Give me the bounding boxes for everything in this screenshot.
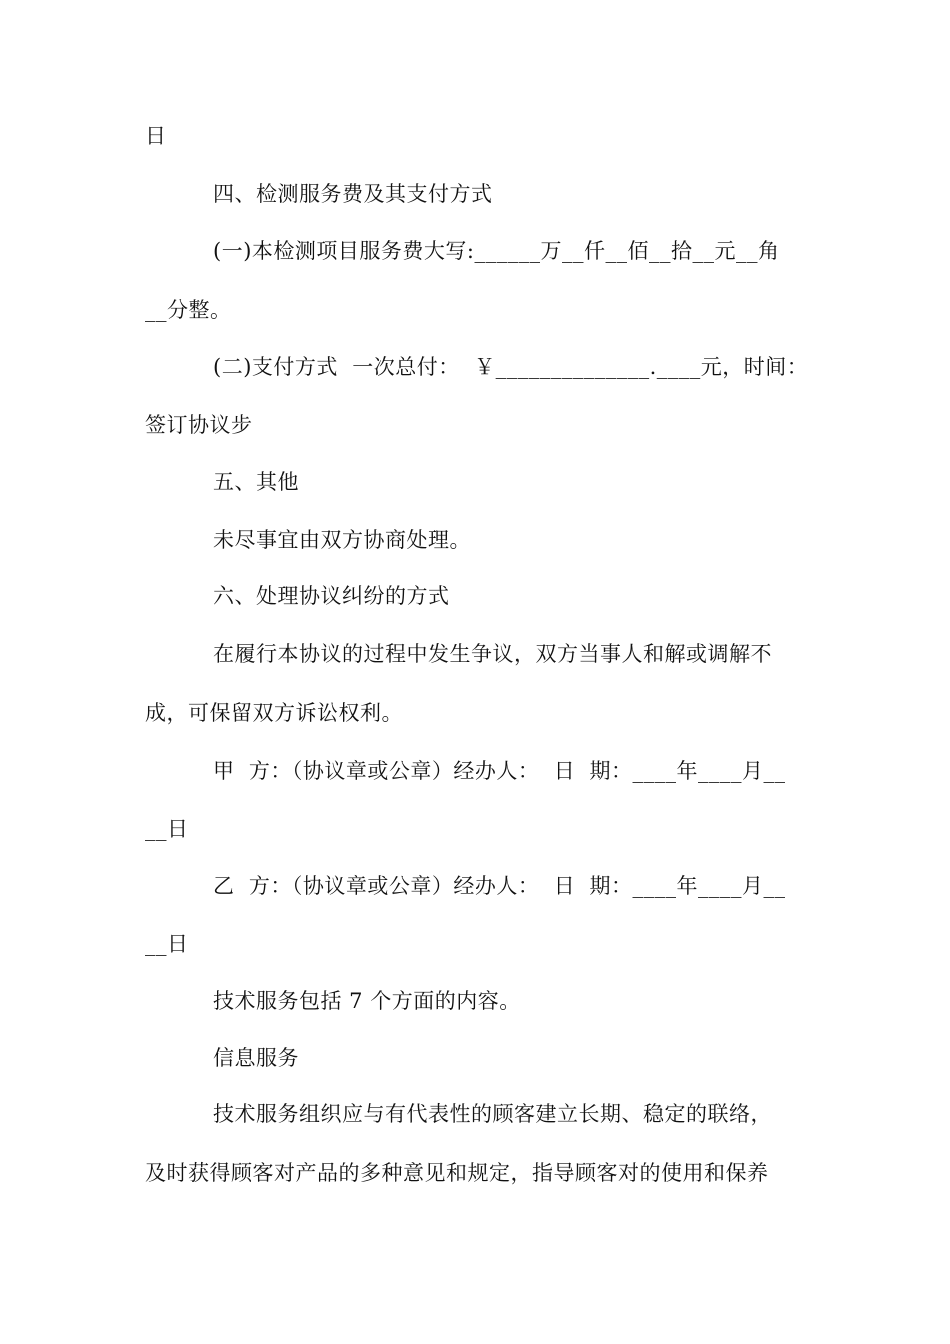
text-line: (一)本检测项目服务费大写:______万__仟__佰__拾__元__角 (213, 239, 780, 263)
text-line: 日 (145, 124, 167, 148)
signature-line-party-b: 乙 方：（协议章或公章）经办人： 日 期：____年____月__ (213, 874, 786, 898)
section-heading: 四、检测服务费及其支付方式 (213, 182, 493, 206)
text-line: 签订协议步 (145, 413, 253, 437)
text-line: 及时获得顾客对产品的多种意见和规定，指导顾客对的使用和保养 (145, 1161, 769, 1185)
signature-line-party-a: 甲 方：（协议章或公章）经办人： 日 期：____年____月__ (213, 759, 786, 783)
text-line: 技术服务组织应与有代表性的顾客建立长期、稳定的联络， (213, 1102, 772, 1126)
section-heading: 六、处理协议纠纷的方式 (213, 584, 450, 608)
section-heading: 五、其他 (213, 470, 299, 494)
text-line: __日 (145, 932, 189, 956)
section-heading: 信息服务 (213, 1046, 299, 1070)
text-line: __分整。 (145, 298, 232, 322)
text-line: __日 (145, 817, 189, 841)
text-line: 在履行本协议的过程中发生争议，双方当事人和解或调解不 (213, 642, 772, 666)
text-line: 成，可保留双方诉讼权利。 (145, 701, 403, 725)
text-line: 技术服务包括 7 个方面的内容。 (213, 989, 521, 1013)
text-line: (二)支付方式 一次总付： ￥______________.____元，时间： (213, 355, 809, 379)
text-line: 未尽事宜由双方协商处理。 (213, 528, 471, 552)
